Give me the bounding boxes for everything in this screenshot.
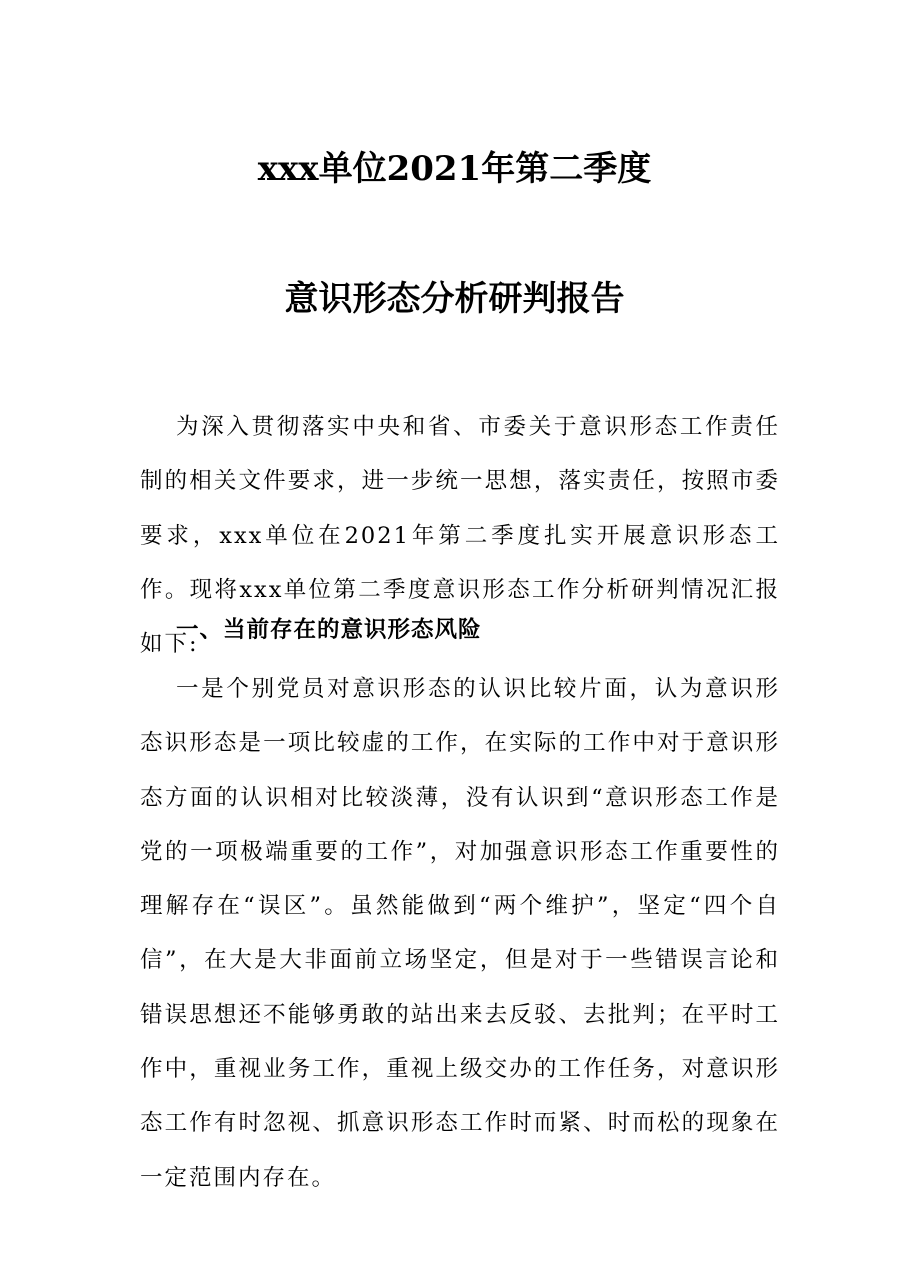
section-heading: 一、当前存在的意识形态风险 [176, 617, 482, 643]
intro-paragraph: 为深入贯彻落实中央和省、市委关于意识形态工作责任制的相关文件要求，进一步统一思想，落实责任，按照市委要求，xxx单位在2021年第二季度扎实开展意识形态工作。现将xxx单位第二季度意识形态工作分析研判情况汇报如下: [140, 414, 780, 658]
document-title-line-2: 意识形态分析研判报告 [284, 279, 625, 319]
body-paragraph: 一是个别党员对意识形态的认识比较片面，认为意识形态识形态是一项比较虚的工作，在实际的工作中对于意识形态方面的认识相对比较淡薄，没有认识到“意识形态工作是党的一项极端重要的工作”，对加强意识形态工作重要性的理解存在“误区”。虽然能做到“两个维护”，坚定“四个自信”，在大是大非面前立场坚定，但是对于一些错误言论和错误思想还不能够勇敢的站出来去反驳、去批判；在平时工作中，重视业务工作，重视上级交办的工作任务，对意识形态工作有时忽视、抓意识形态工作时而紧、时而松的现象在一定范围内存在。 [140, 676, 780, 1191]
document-title-line-1: xxx单位2021年第二季度 [257, 149, 652, 189]
